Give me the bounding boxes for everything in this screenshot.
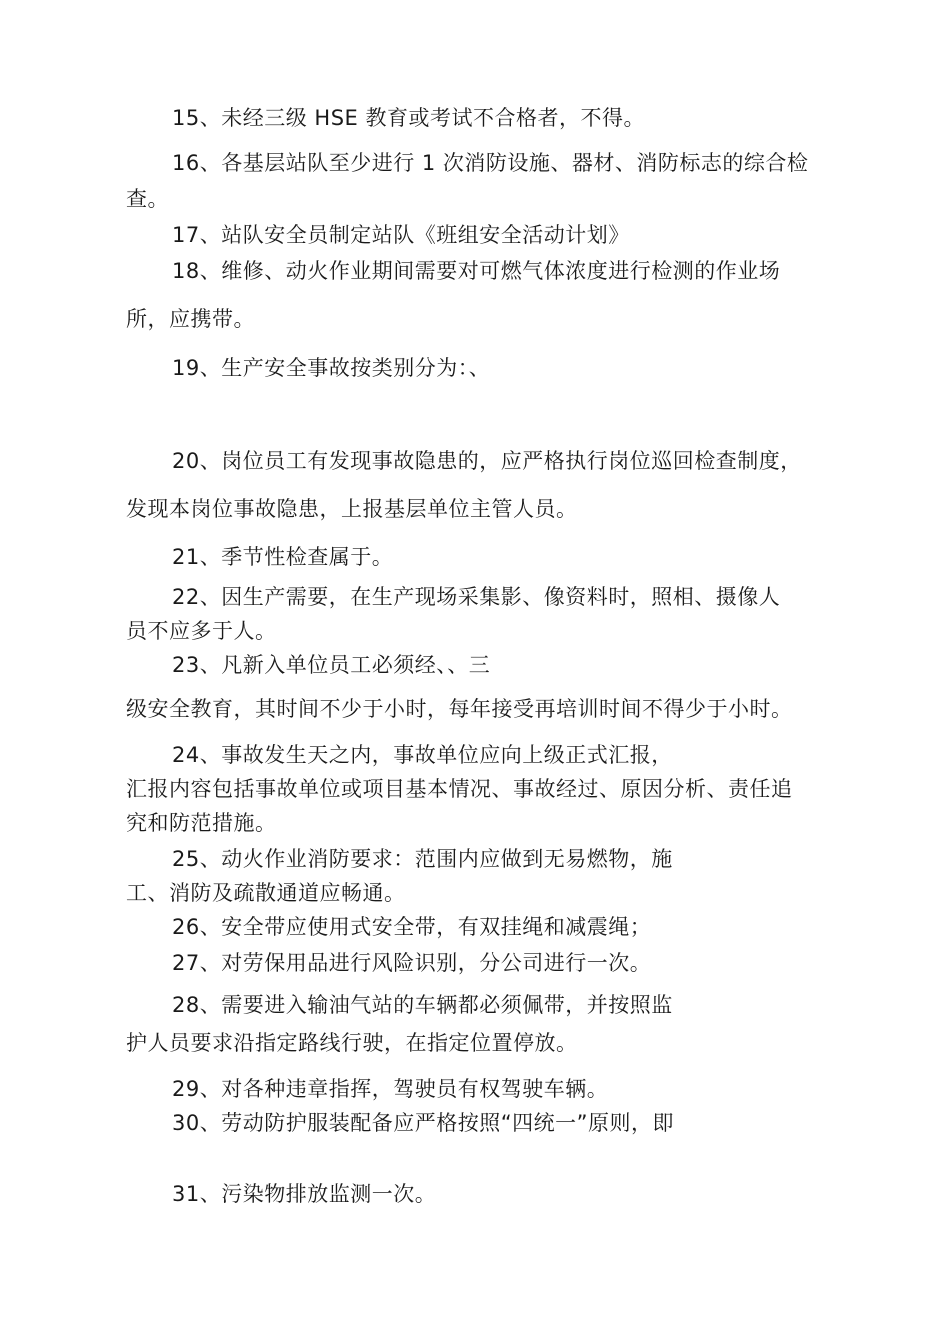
item-26: 26、安全带应使用式安全带，有双挂绳和减震绳；: [172, 915, 652, 939]
item-24-cont2: 究和防范措施。: [126, 811, 277, 835]
item-15: 15、未经三级 HSE 教育或考试不合格者，不得。: [172, 106, 645, 130]
item-28-cont: 护人员要求沿指定路线行驶，在指定位置停放。: [126, 1031, 578, 1055]
item-24-cont: 汇报内容包括事故单位或项目基本情况、事故经过、原因分析、责任追: [126, 777, 793, 801]
item-23-cont: 级安全教育，其时间不少于小时，每年接受再培训时间不得少于小时。: [126, 697, 793, 721]
item-30: 30、劳动防护服装配备应严格按照“四统一”原则，即: [172, 1111, 674, 1135]
item-16: 16、各基层站队至少进行 1 次消防设施、器材、消防标志的综合检: [172, 151, 809, 175]
item-17: 17、站队安全员制定站队《班组安全活动计划》: [172, 223, 630, 247]
item-20: 20、岗位员工有发现事故隐患的，应严格执行岗位巡回检查制度，: [172, 449, 802, 473]
item-29: 29、对各种违章指挥，驾驶员有权驾驶车辆。: [172, 1077, 609, 1101]
item-21: 21、季节性检查属于。: [172, 545, 394, 569]
item-25: 25、动火作业消防要求：范围内应做到无易燃物，施: [172, 847, 673, 871]
item-19: 19、生产安全事故按类别分为：、: [172, 356, 491, 380]
item-18: 18、维修、动火作业期间需要对可燃气体浓度进行检测的作业场: [172, 259, 781, 283]
item-22-cont: 员不应多于人。: [126, 619, 277, 643]
item-20-cont: 发现本岗位事故隐患，上报基层单位主管人员。: [126, 497, 578, 521]
item-28: 28、需要进入输油气站的车辆都必须佩带，并按照监: [172, 993, 673, 1017]
item-16-cont: 查。: [126, 187, 169, 211]
item-25-cont: 工、消防及疏散通道应畅通。: [126, 881, 406, 905]
item-31: 31、污染物排放监测一次。: [172, 1182, 437, 1206]
item-23: 23、凡新入单位员工必须经、、三: [172, 653, 491, 677]
item-18-cont: 所，应携带。: [126, 307, 255, 331]
item-24: 24、事故发生天之内，事故单位应向上级正式汇报，: [172, 743, 673, 767]
item-27: 27、对劳保用品进行风险识别，分公司进行一次。: [172, 951, 652, 975]
item-22: 22、因生产需要，在生产现场采集影、像资料时，照相、摄像人: [172, 585, 781, 609]
